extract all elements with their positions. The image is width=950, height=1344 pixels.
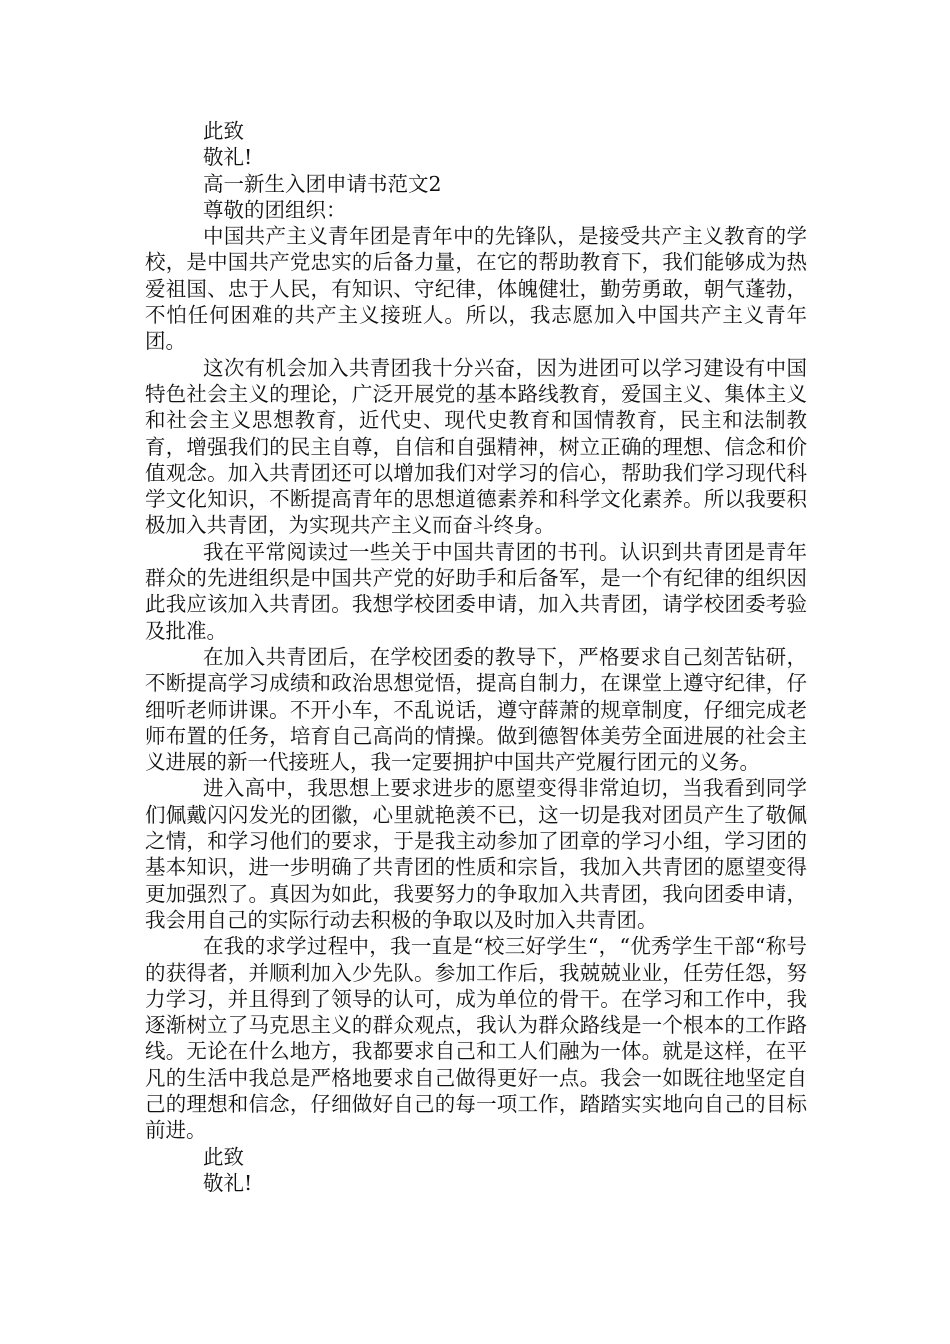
salute: 敬礼! (203, 1170, 253, 1195)
top-closing: 此致 (203, 119, 244, 143)
document-page (145, 118, 807, 1196)
closing: 此致 (203, 1144, 244, 1169)
document-title: 高一新生入团申请书范文2 (203, 171, 442, 196)
paragraph: 这次有机会加入共青团我十分兴奋，因为进团可以学习建设有中国特色社会主义的理论，广泛开展党的基本路线教育，爱国主义、集体主义和社会主义思想教育，近代史、现代史教育和国情教育，民主和法制教育，增强我们的民主自尊，自信和自强精神，树立正确的理想、信念和价值观念。加入共青团还可以增加我们对学习的信心，帮助我们学习现代科学文化知识，不断提高青年的思想道德素养和科学文化素养。所以我要积极加入共青团，为实现共产主义而奋斗终身。 (145, 355, 807, 538)
paragraph: 我在平常阅读过一些关于中国共青团的书刊。认识到共青团是青年群众的先进组织是中国共产党的好助手和后备军，是一个有纪律的组织因此我应该加入共青团。我想学校团委申请，加入共青团，请学校团委考验及批准。 (145, 539, 807, 643)
greeting: 尊敬的团组织： (203, 197, 347, 222)
paragraph: 在我的求学过程中，我一直是“校三好学生“，“优秀学生干部“称号的获得者，并顺利加入少先队。参加工作后，我兢兢业业，任劳任怨，努力学习，并且得到了领导的认可，成为单位的骨干。在学习和工作中，我逐渐树立了马克思主义的群众观点，我认为群众路线是一个根本的工作路线。无论在什么地方，我都要求自己和工人们融为一体。就是这样，在平凡的生活中我总是严格地要求自己做得更好一点。我会一如既往地坚定自己的理想和信念，仔细做好自己的每一项工作，踏踏实实地向自己的目标前进。 (145, 934, 807, 1143)
paragraph: 在加入共青团后，在学校团委的教导下，严格要求自己刻苦钻研，不断提高学习成绩和政治思想觉悟，提高自制力，在课堂上遵守纪律，仔细听老师讲课。不开小车，不乱说话，遵守薛萧的规章制度，仔细完成老师布置的任务，培育自己高尚的情操。做到德智体美劳全面进展的社会主义进展的新一代接班人，我一定要拥护中国共产党履行团元的义务。 (145, 644, 807, 775)
paragraph: 中国共产主义青年团是青年中的先锋队，是接受共产主义教育的学校，是中国共产党忠实的后备力量，在它的帮助教育下，我们能够成为热爱祖国、忠于人民，有知识、守纪律，体魄健壮，勤劳勇敢，朝气蓬勃，不怕任何困难的共产主义接班人。所以，我志愿加入中国共产主义青年团。 (145, 224, 807, 354)
paragraph: 进入高中，我思想上要求进步的愿望变得非常迫切，当我看到同学们佩戴闪闪发光的团徽，心里就艳羡不已，这一切是我对团员产生了敬佩之情，和学习他们的要求，于是我主动参加了团章的学习小组，学习团的基本知识，进一步明确了共青团的性质和宗旨，我加入共青团的愿望变得更加强烈了。真因为如此，我要努力的争取加入共青团，我向团委申请，我会用自己的实际行动去积极的争取以及时加入共青团。 (145, 776, 807, 932)
top-salute: 敬礼! (203, 145, 253, 170)
